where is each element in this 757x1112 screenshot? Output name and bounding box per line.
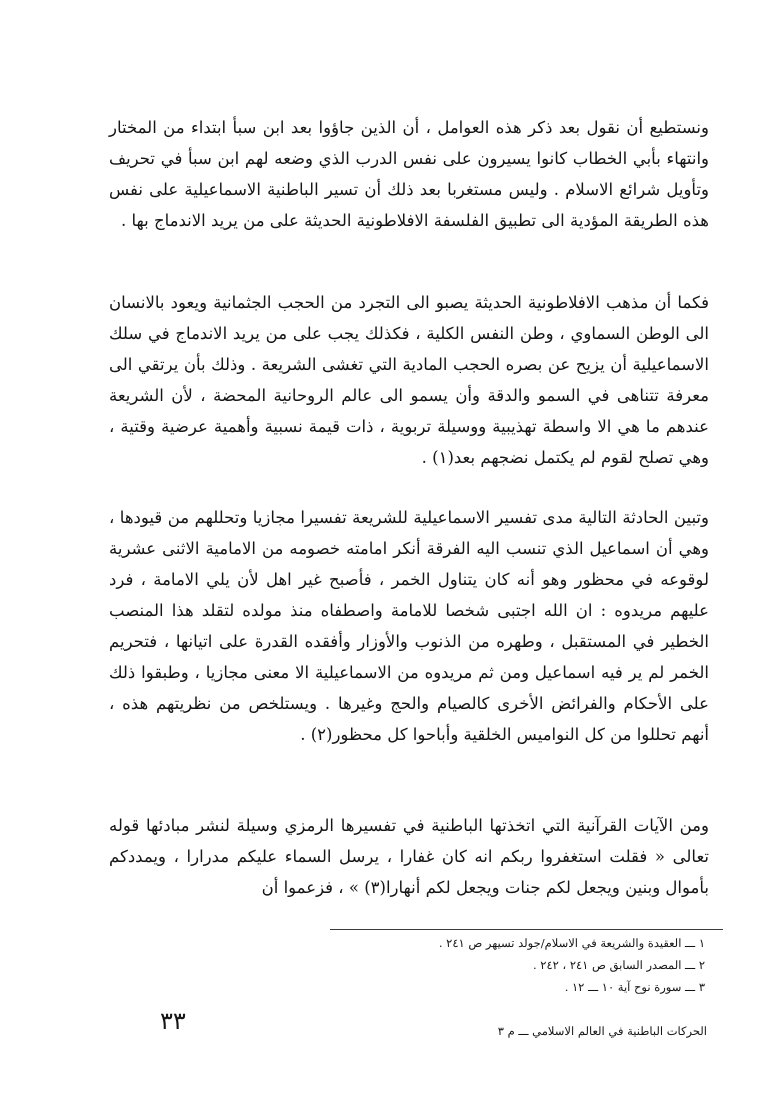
- footnote-3: ٣ ـــ سورة نوح آية ١٠ ـــ ١٢ .: [564, 980, 705, 994]
- paragraph-text: فكما أن مذهب الافلاطونية الحديثة يصبو الى التجرد من الحجب الجثمانية ويعود بالانسان الى الوطن السماوي ، وطن النفس الكلية ، فكذلك يجب على من يريد الاندماج في سلك الاسماعيلية أن يزيح عن بصره الحجب المادية التي تغشى الشريعة . وذلك بأن يرتقي الى معرفة تتناهى في السمو والدقة وأن يسمو الى عالم الروحانية المحضة ، لأن الشريعة عندهم ما هي الا واسطة تهذيبية ووسيلة تربوية ، ذات قيمة نسبية وأهمية عرضية وقتية ، وهي تصلح لقوم لم يكتمل نضجهم بعد(١) .: [109, 293, 709, 467]
- footnotes: [325, 932, 705, 998]
- running-footer-title: الحركات الباطنية في العالم الاسلامي ـــ م ٣: [497, 1024, 707, 1038]
- footnote-1: ١ ـــ العقيدة والشريعة في الاسلام/جولد تسيهر ص ٢٤١ .: [438, 936, 705, 950]
- body-paragraph-4: [109, 810, 709, 903]
- paragraph-text: ونستطيع أن نقول بعد ذكر هذه العوامل ، أن الذين جاؤوا بعد ابن سبأ ابتداء من المختار وانتهاء بأبي الخطاب كانوا يسيرون على نفس الدرب الذي وضعه لهم ابن سبأ في تحريف وتأويل شرائع الاسلام . وليس مستغربا بعد ذلك أن تسير الباطنية الاسماعيلية على نفس هذه الطريقة المؤدية الى تطبيق الفلسفة الافلاطونية الحديثة على من يريد الاندماج بها .: [109, 118, 709, 230]
- body-paragraph-3: [109, 502, 709, 750]
- page-number: ٣٣: [160, 1007, 186, 1035]
- paragraph-text: ومن الآيات القرآنية التي اتخذتها الباطنية في تفسيرها الرمزي وسيلة لنشر مبادئها قوله تعالى « فقلت استغفروا ربكم انه كان غفارا ، يرسل السماء عليكم مدرارا ، ويمددكم بأموال وبنين ويجعل لكم جنات ويجعل لكم أنهارا(٣) » ، فزعموا أن: [109, 816, 709, 897]
- footnote-2: ٢ ـــ المصدر السابق ص ٢٤١ ، ٢٤٢ .: [532, 958, 705, 972]
- paragraph-text: وتبين الحادثة التالية مدى تفسير الاسماعيلية للشريعة تفسيرا مجازيا وتحللهم من قيودها ، وهي أن اسماعيل الذي تنسب اليه الفرقة أنكر امامته خصومه من الامامية الاثنى عشرية لوقوعه في محظور وهو أنه كان يتناول الخمر ، فأصبح غير اهل لأن يلي الامامة ، فرد عليهم مريدوه : ان الله اجتبى شخصا للامامة واصطفاه منذ مولده لتقلد هذا المنصب الخطير في المستقبل ، وطهره من الذنوب والأوزار وأفقده القدرة على اتيانها ، فتحريم الخمر لم ير فيه اسماعيل ومن ثم مريدوه من الاسماعيلية الا معنى مجازيا ، وطبقوا ذلك على الأحكام والفرائض الأخرى كالصيام والحج وغيرها . ويستلخص من نظريتهم هذه ، أنهم تحللوا من كل النواميس الخلقية وأباحوا كل محظور(٢) .: [109, 508, 709, 744]
- body-paragraph-1: [109, 112, 709, 236]
- footnote-divider: [330, 929, 723, 930]
- body-paragraph-2: [109, 287, 709, 473]
